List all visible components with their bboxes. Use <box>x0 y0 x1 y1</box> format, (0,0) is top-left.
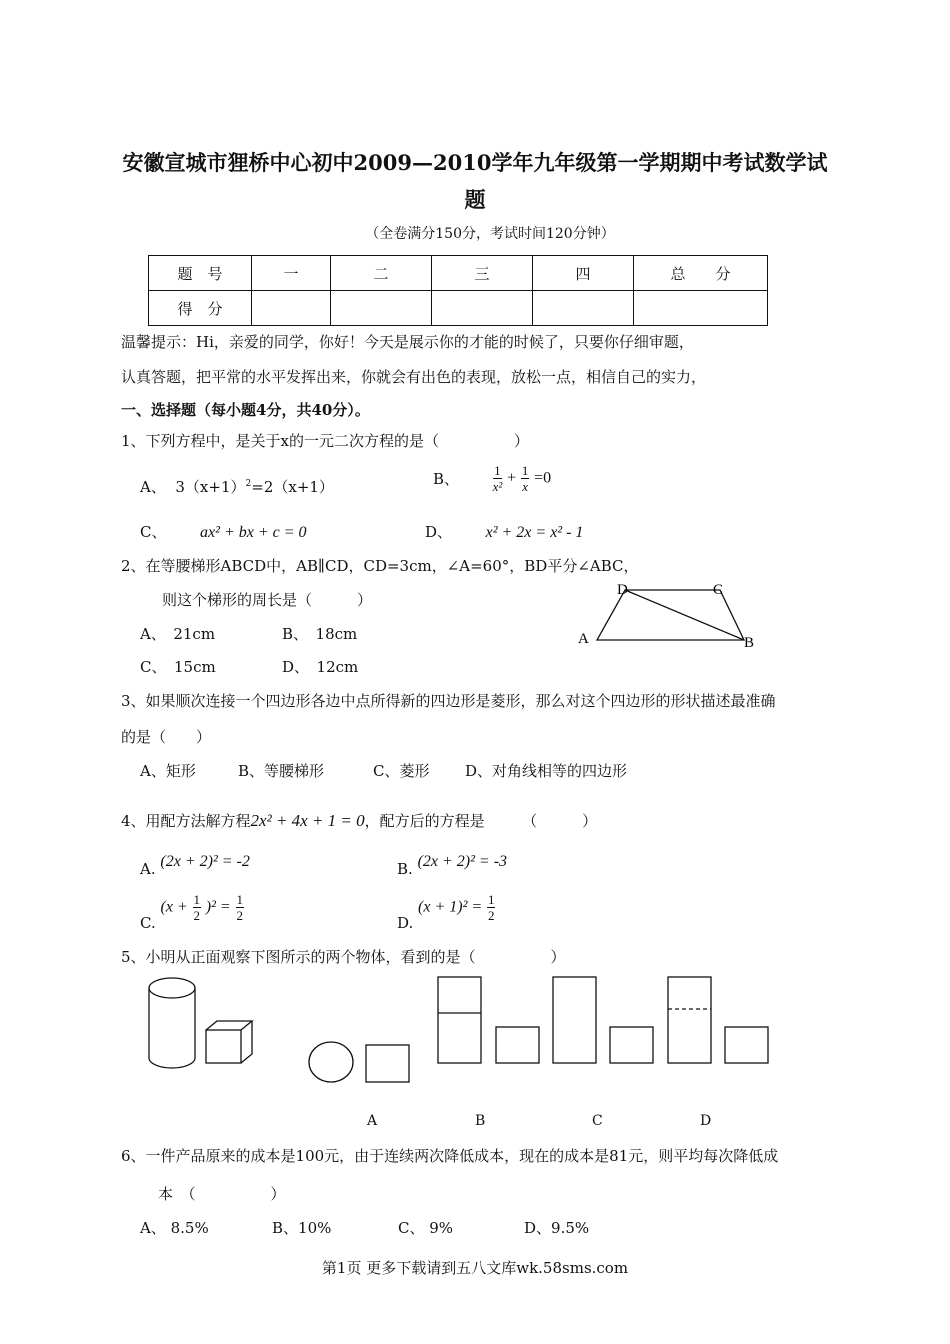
subtitle: （全卷满分150分，考试时间120分钟） <box>365 226 615 242</box>
q3-option-b[interactable]: B、等腰梯形 <box>238 762 325 780</box>
q4-stem <box>121 810 597 831</box>
q5-option-a[interactable]: A <box>367 1113 378 1129</box>
option-b-view <box>438 977 539 1063</box>
table-row <box>149 291 768 326</box>
table-cell: 三 <box>432 256 533 291</box>
q1-option-c[interactable] <box>140 521 307 542</box>
table-cell: 二 <box>331 256 432 291</box>
fraction: $\frac{1}{2}$ <box>193 892 201 923</box>
q5-stem: 5、小明从正面观察下图所示的两个物体，看到的是（ ） <box>121 948 566 966</box>
page-title-cont: 题 <box>464 187 486 212</box>
equation: 2x² + 4x + 1 = 0 <box>250 811 365 830</box>
diagonal-bd <box>625 590 744 640</box>
table-cell: 得 分 <box>149 291 252 326</box>
option-label: B、 <box>433 470 460 488</box>
fraction: $\frac{1}{2}$ <box>236 892 243 923</box>
tip-line-2: 认真答题，把平常的水平发挥出来，你就会有出色的表现，放松一点，相信自己的实力， <box>121 368 707 386</box>
option-d-view <box>668 977 768 1063</box>
vertex-label-b: B <box>744 635 755 651</box>
q2-option-c[interactable]: C、 15cm <box>140 658 216 676</box>
q6-option-a[interactable]: A、 8.5% <box>140 1219 209 1237</box>
q5-option-c[interactable]: C <box>592 1113 603 1129</box>
q4-option-d[interactable] <box>397 892 495 932</box>
option-label: D、 <box>425 523 453 541</box>
option-label: C. <box>140 913 156 932</box>
cylinder-shape <box>149 978 195 1068</box>
equation: (x + <box>160 898 188 916</box>
q3-stem-2: 的是（ ） <box>121 728 212 746</box>
stem-text: 4、用配方法解方程 <box>121 812 251 830</box>
q4-option-a[interactable] <box>140 852 250 878</box>
equation: (2x + 2)² = -2 <box>160 853 250 870</box>
q6-option-d[interactable]: D、9.5% <box>524 1219 590 1237</box>
option-label: A、 <box>140 478 166 496</box>
vertex-label-d: D <box>617 582 628 598</box>
table-cell: 一 <box>252 256 331 291</box>
q5-objects-figure <box>140 970 780 1090</box>
score-cell[interactable] <box>634 291 768 326</box>
fraction: $\frac{1}{2}$ <box>487 892 495 923</box>
q2-option-b[interactable]: B、 18cm <box>282 625 358 643</box>
option-text: =2（x+1） <box>251 478 334 496</box>
q2-stem: 2、在等腰梯形ABCD中，AB∥CD，CD=3cm，∠A=60°，BD平分∠ABC， <box>121 557 639 575</box>
score-cell[interactable] <box>432 291 533 326</box>
q2-option-a[interactable]: A、 21cm <box>140 625 216 643</box>
fraction: $\frac{1}{x}$ <box>521 463 529 494</box>
option-a-view <box>309 1042 409 1082</box>
equation: (x + 1)² = <box>418 898 483 916</box>
page-footer: 第1页 更多下载请到五八文库wk.58sms.com <box>321 1259 629 1277</box>
option-label: D. <box>397 913 414 932</box>
q6-stem: 6、一件产品原来的成本是100元，由于连续两次降低成本，现在的成本是81元，则平均每次降低成 <box>121 1147 779 1165</box>
option-label: C、 <box>140 523 167 541</box>
cube-shape <box>206 1021 252 1063</box>
section-heading: 一、选择题（每小题4分，共40分）。 <box>121 401 370 419</box>
q1-option-b[interactable]: B、 $\frac{1}{\text{x²}}$ + $\frac{1}{x}$ =0 <box>433 463 552 494</box>
score-cell[interactable] <box>252 291 331 326</box>
q1-stem: 1、下列方程中，是关于x的一元二次方程的是（ ） <box>121 432 530 450</box>
q3-stem: 3、如果顺次连接一个四边形各边中点所得新的四边形是菱形，那么对这个四边形的形状描述最准确 <box>121 692 776 710</box>
q2-option-d[interactable]: D、 12cm <box>282 658 359 676</box>
score-cell[interactable] <box>533 291 634 326</box>
option-c-view <box>553 977 653 1063</box>
q1-option-d[interactable] <box>425 521 583 542</box>
q6-option-c[interactable]: C、 9% <box>398 1219 454 1237</box>
q5-option-d[interactable]: D <box>700 1113 712 1129</box>
q3-option-a[interactable]: A、矩形 <box>140 762 196 780</box>
equation: )² = <box>205 898 231 916</box>
stem-text: ，配方后的方程是 （ ） <box>364 812 598 830</box>
table-cell: 总 分 <box>634 256 768 291</box>
score-table <box>148 255 768 326</box>
q1-option-a[interactable] <box>140 476 334 497</box>
tip-line-1: 温馨提示：Hi，亲爱的同学，你好！今天是展示你的才能的时候了，只要你仔细审题， <box>121 333 694 351</box>
q6-option-b[interactable]: B、10% <box>272 1219 332 1237</box>
score-cell[interactable] <box>331 291 432 326</box>
vertex-label-c: C <box>713 582 724 598</box>
vertex-label-a: A <box>578 631 589 647</box>
equation: ax² + bx + c = 0 <box>200 524 307 541</box>
q5-option-b[interactable]: B <box>475 1113 486 1129</box>
q3-option-c[interactable]: C、菱形 <box>373 762 430 780</box>
option-text: 3（x+1） <box>175 478 246 496</box>
q4-option-c[interactable] <box>140 892 244 932</box>
option-label: A. <box>140 860 156 878</box>
table-row <box>149 256 768 291</box>
q3-option-d[interactable]: D、对角线相等的四边形 <box>465 762 628 780</box>
trapezoid-figure <box>570 578 770 658</box>
equation: x² + 2x = x² - 1 <box>485 524 584 541</box>
table-cell: 四 <box>533 256 634 291</box>
q2-stem-2: 则这个梯形的周长是（ ） <box>162 591 373 609</box>
page-title: 安徽宣城市狸桥中心初中2009—2010学年九年级第一学期期中考试数学试 <box>122 150 828 175</box>
fraction: $\frac{1}{\text{x²}}$ <box>492 463 503 494</box>
table-cell: 题 号 <box>149 256 252 291</box>
equation: (2x + 2)² = -3 <box>417 853 508 870</box>
option-label: B. <box>397 860 413 878</box>
q6-stem-2: 本 （ ） <box>158 1185 286 1203</box>
q4-option-b[interactable] <box>397 852 508 878</box>
exponent: 2 <box>245 479 252 489</box>
